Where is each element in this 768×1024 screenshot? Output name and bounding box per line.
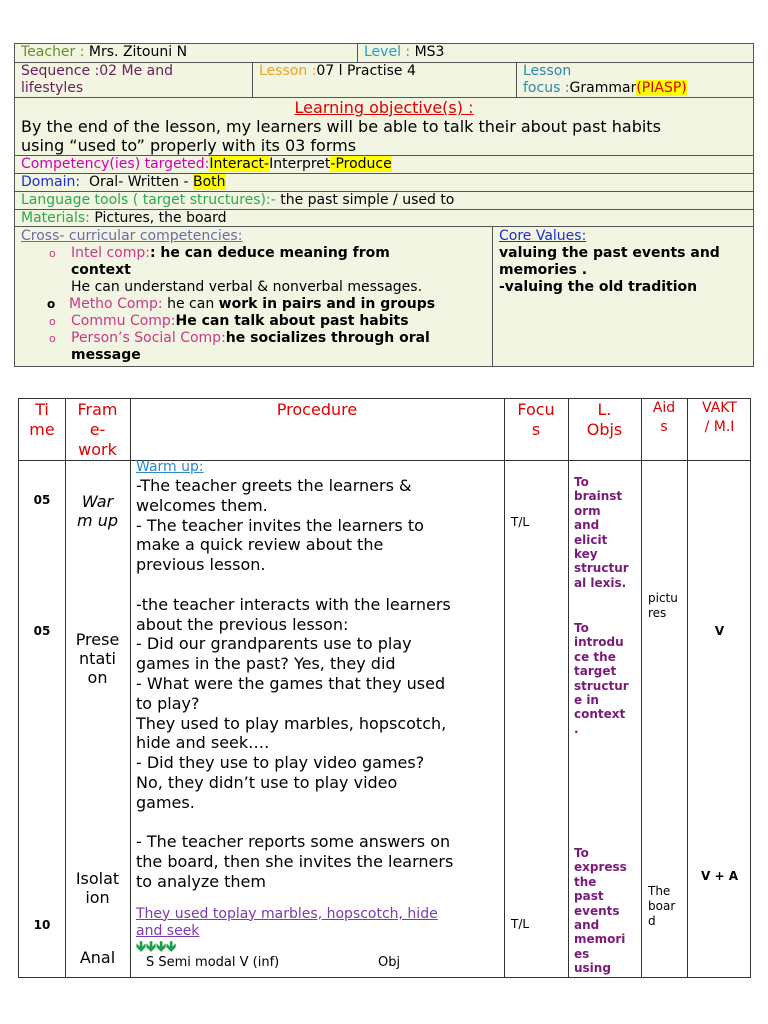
frame-warmup: War m up bbox=[77, 492, 118, 530]
col-divider bbox=[504, 399, 505, 977]
time-warmup: 05 bbox=[33, 493, 51, 507]
focus-1: T/L bbox=[511, 515, 530, 529]
aid-board: The boar d bbox=[648, 884, 676, 928]
pattern-row: S Semi modal V (inf) Obj bbox=[146, 954, 401, 970]
frame-presentation: Prese ntati on bbox=[75, 630, 120, 687]
bullet-icon: o bbox=[49, 332, 56, 345]
bullet-icon: o bbox=[49, 315, 56, 328]
example-sentence: They used toplay marbles, hopscotch, hide and seek bbox=[136, 905, 438, 939]
objective-title: Learning objective(s) : bbox=[294, 98, 474, 117]
social-comp: o Person’s Social Comp:he socializes through oral message bbox=[49, 330, 430, 363]
header-focus: Focu s bbox=[517, 400, 555, 439]
header-row-competency bbox=[15, 156, 753, 174]
header-aids: Aid s bbox=[652, 400, 676, 435]
header-row-language bbox=[15, 192, 753, 210]
lobj-3: To express the past events and memori es using bbox=[574, 846, 627, 976]
metho-comp: o Metho Comp: he can work in pairs and in groups bbox=[47, 296, 436, 312]
competency-cell: Competency(ies) targeted:Interact-Interpret-Produce bbox=[21, 156, 392, 172]
vakt-1: V bbox=[714, 624, 725, 638]
procedure-table bbox=[18, 398, 751, 978]
header-row-competencies bbox=[15, 227, 753, 367]
frame-analysis: Anal bbox=[79, 948, 116, 967]
header-row-sequence bbox=[15, 63, 753, 98]
header-row-teacher bbox=[15, 44, 753, 63]
cross-curricular-cell: Cross- curricular competencies: o Intel comp:: he can deduce meaning from context He can understand verbal & nonverbal messages. o Metho Comp: he can work in pairs and in groups o Commu Comp:He can talk about past habits o Person’s Social Comp:he socializes through oral message bbox=[15, 227, 492, 367]
time-isolation: 10 bbox=[33, 918, 51, 932]
warmup-title: Warm up: bbox=[136, 459, 204, 475]
teacher-cell: Teacher : Mrs. Zitouni N bbox=[21, 44, 188, 60]
objective-line-2: using “used to” properly with its 03 forms bbox=[21, 136, 357, 155]
level-cell: Level : MS3 bbox=[357, 44, 755, 62]
aid-pictures: pictu res bbox=[648, 591, 678, 620]
sequence-cell: Sequence :02 Me and lifestyles bbox=[21, 63, 173, 96]
col-divider bbox=[130, 399, 131, 977]
header-time: Ti me bbox=[29, 400, 55, 439]
header-row-materials bbox=[15, 210, 753, 227]
objective-line-1: By the end of the lesson, my learners will be able to talk their about past habits bbox=[21, 117, 661, 136]
procedure-table-header bbox=[19, 399, 750, 461]
down-arrows-icon: 🡻🡻🡻🡻 bbox=[136, 938, 177, 955]
header-procedure: Procedure bbox=[276, 400, 358, 419]
lesson-cell: Lesson :07 l Practise 4 bbox=[252, 63, 516, 97]
bullet-icon: o bbox=[47, 297, 56, 311]
domain-cell: Domain: Oral- Written - Both bbox=[21, 174, 226, 190]
header-lobjs: L. Objs bbox=[586, 400, 623, 439]
header-row-objective bbox=[15, 98, 753, 156]
header-vakt: VAKT / M.I bbox=[702, 400, 737, 435]
header-row-domain bbox=[15, 174, 753, 192]
core-values-cell: Core Values: valuing the past events and memories . -valuing the old tradition bbox=[492, 227, 755, 367]
time-presentation: 05 bbox=[33, 624, 51, 638]
lesson-header-table bbox=[14, 43, 754, 367]
commu-comp: o Commu Comp:He can talk about past habits bbox=[49, 313, 409, 329]
header-framework: Fram e- work bbox=[77, 400, 118, 459]
objective-cell bbox=[15, 98, 753, 155]
intel-comp: o Intel comp:: he can deduce meaning from context He can understand verbal & nonverbal messages. bbox=[49, 245, 423, 295]
focus-2: T/L bbox=[511, 917, 530, 931]
language-cell: Language tools ( target structures):- the past simple / used to bbox=[21, 192, 455, 208]
frame-isolation: Isolat ion bbox=[75, 869, 120, 907]
materials-cell: Materials: Pictures, the board bbox=[21, 210, 227, 226]
lobj-1: To brainst orm and elicit key structur al lexis. bbox=[574, 475, 629, 590]
vakt-2: V + A bbox=[701, 869, 738, 883]
lesson-focus-cell: Lesson focus :Grammar(PIASP) bbox=[516, 63, 755, 97]
col-divider bbox=[687, 399, 688, 977]
bullet-icon: o bbox=[49, 247, 56, 260]
procedure-content: Warm up: -The teacher greets the learners & welcomes them. - The teacher invites the learners to make a quick review about the previous lesson. -the teacher interacts with the learners about the previous lesson: - Did our grandparents use to play games in the past? Yes, they did - What were the games that they used to play? They used to play marbles, hopscotch, hide and seek…. - Did they use to play video games? No, they didn’t use to play video games. - The teacher reports some answers on the board, then she invites the learners to analyze them They used toplay marbles, hopscotch, hide and seek 🡻🡻🡻🡻 S Semi modal V (inf) Obj bbox=[136, 459, 502, 972]
lobj-2: To introdu ce the target structur e in context . bbox=[574, 621, 629, 736]
